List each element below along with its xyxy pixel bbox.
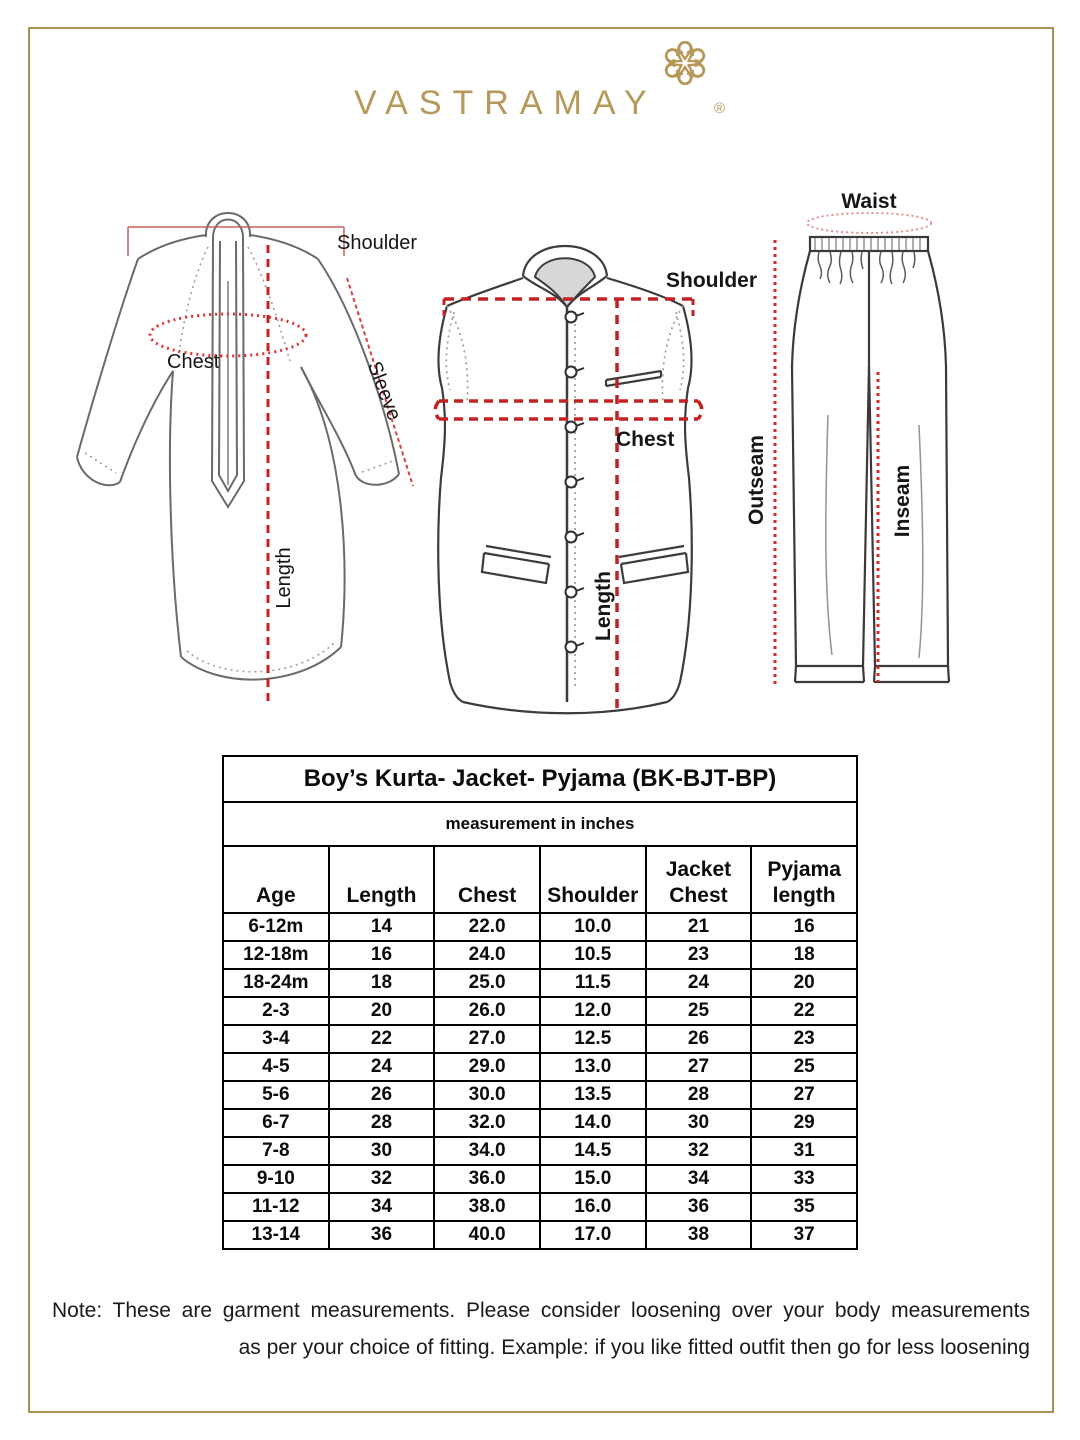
table-cell: 3-4 xyxy=(223,1025,329,1053)
table-cell: 30 xyxy=(646,1109,752,1137)
table-cell: 40.0 xyxy=(434,1221,540,1249)
table-cell: 6-12m xyxy=(223,913,329,941)
pyjama-waistband xyxy=(810,237,928,251)
table-cell: 30.0 xyxy=(434,1081,540,1109)
table-cell: 36 xyxy=(646,1193,752,1221)
column-header-length: Length xyxy=(329,846,435,913)
table-cell: 13.0 xyxy=(540,1053,646,1081)
pyjama-elastic-hatching xyxy=(815,238,920,250)
brand-ornament-icon xyxy=(654,34,716,92)
table-cell: 22.0 xyxy=(434,913,540,941)
table-cell: 25.0 xyxy=(434,969,540,997)
table-cell: 27 xyxy=(751,1081,857,1109)
table-row xyxy=(223,1109,857,1137)
table-cell: 32.0 xyxy=(434,1109,540,1137)
table-row xyxy=(223,1221,857,1249)
table-cell: 12-18m xyxy=(223,941,329,969)
table-cell: 14 xyxy=(329,913,435,941)
table-cell: 20 xyxy=(329,997,435,1025)
table-row xyxy=(223,1025,857,1053)
table-row xyxy=(223,1081,857,1109)
table-cell: 18 xyxy=(329,969,435,997)
table-cell: 6-7 xyxy=(223,1109,329,1137)
jacket-chest-label: Chest xyxy=(616,428,675,451)
table-cell: 30 xyxy=(329,1137,435,1165)
kurta-chest-label: Chest xyxy=(167,351,220,373)
brand-logo-text: VASTRAMAY xyxy=(354,84,658,122)
pyjama-drawstrings xyxy=(818,252,915,284)
jacket-right-pocket xyxy=(619,546,688,583)
table-cell: 12.0 xyxy=(540,997,646,1025)
table-subtitle: measurement in inches xyxy=(223,802,857,846)
table-title: Boy’s Kurta- Jacket- Pyjama (BK-BJT-BP) xyxy=(223,756,857,802)
table-cell: 15.0 xyxy=(540,1165,646,1193)
table-row xyxy=(223,941,857,969)
table-cell: 18 xyxy=(751,941,857,969)
jacket-hem xyxy=(463,702,667,713)
pyjama-waist-measure-line xyxy=(807,213,931,233)
table-row xyxy=(223,969,857,997)
table-cell: 18-24m xyxy=(223,969,329,997)
pyjama-inseam-label: Inseam xyxy=(891,464,914,538)
table-cell: 27 xyxy=(646,1053,752,1081)
table-cell: 35 xyxy=(751,1193,857,1221)
table-cell: 11-12 xyxy=(223,1193,329,1221)
pyjama-waist-label: Waist xyxy=(841,190,897,213)
table-cell: 29.0 xyxy=(434,1053,540,1081)
table-cell: 37 xyxy=(751,1221,857,1249)
table-cell: 28 xyxy=(329,1109,435,1137)
table-cell: 11.5 xyxy=(540,969,646,997)
table-cell: 34.0 xyxy=(434,1137,540,1165)
table-cell: 24.0 xyxy=(434,941,540,969)
table-cell: 26 xyxy=(646,1025,752,1053)
table-cell: 29 xyxy=(751,1109,857,1137)
table-cell: 33 xyxy=(751,1165,857,1193)
table-cell: 14.0 xyxy=(540,1109,646,1137)
table-cell: 34 xyxy=(646,1165,752,1193)
registered-trademark-mark: ® xyxy=(714,100,726,117)
measurement-note xyxy=(52,1292,1030,1366)
column-header-age: Age xyxy=(223,846,329,913)
table-row xyxy=(223,997,857,1025)
table-cell: 27.0 xyxy=(434,1025,540,1053)
column-header-jacket-chest: Jacket Chest xyxy=(646,846,752,913)
table-row xyxy=(223,1053,857,1081)
table-cell: 16 xyxy=(329,941,435,969)
table-cell: 20 xyxy=(751,969,857,997)
table-cell: 16.0 xyxy=(540,1193,646,1221)
jacket-length-label: Length xyxy=(592,571,615,641)
table-cell: 23 xyxy=(751,1025,857,1053)
kurta-measurement-diagram xyxy=(60,185,430,720)
table-cell: 13-14 xyxy=(223,1221,329,1249)
jacket-left-pocket xyxy=(482,546,551,583)
table-cell: 34 xyxy=(329,1193,435,1221)
jacket-chest-measure-line xyxy=(435,401,702,419)
table-cell: 16 xyxy=(751,913,857,941)
table-cell: 21 xyxy=(646,913,752,941)
table-cell: 13.5 xyxy=(540,1081,646,1109)
kurta-length-label: Length xyxy=(273,547,295,609)
table-cell: 38.0 xyxy=(434,1193,540,1221)
table-subtitle-row xyxy=(223,802,857,846)
table-cell: 12.5 xyxy=(540,1025,646,1053)
table-cell: 23 xyxy=(646,941,752,969)
table-cell: 32 xyxy=(646,1137,752,1165)
table-cell: 25 xyxy=(751,1053,857,1081)
table-cell: 36 xyxy=(329,1221,435,1249)
note-line: as per your choice of fitting. Example: if you like fitted outfit then go for less loosening xyxy=(238,1336,1030,1359)
table-cell: 31 xyxy=(751,1137,857,1165)
kurta-hem xyxy=(181,647,341,680)
pyjama-measurement-diagram xyxy=(735,180,970,725)
table-cell: 36.0 xyxy=(434,1165,540,1193)
table-cell: 38 xyxy=(646,1221,752,1249)
jacket-shoulder-label: Shoulder xyxy=(666,269,758,292)
table-cell: 10.0 xyxy=(540,913,646,941)
table-cell: 2-3 xyxy=(223,997,329,1025)
table-cell: 5-6 xyxy=(223,1081,329,1109)
table-row xyxy=(223,1137,857,1165)
column-header-shoulder: Shoulder xyxy=(540,846,646,913)
table-row xyxy=(223,1193,857,1221)
table-cell: 26.0 xyxy=(434,997,540,1025)
kurta-shoulder-label: Shoulder xyxy=(337,232,418,254)
size-chart-table xyxy=(222,755,858,1250)
table-row xyxy=(223,1165,857,1193)
table-cell: 9-10 xyxy=(223,1165,329,1193)
table-cell: 24 xyxy=(329,1053,435,1081)
kurta-sleeve-label: Sleeve xyxy=(362,358,406,424)
pyjama-left-cuff xyxy=(795,666,864,682)
column-header-chest: Chest xyxy=(434,846,540,913)
column-header-pyjama-length: Pyjama length xyxy=(751,846,857,913)
jacket-breast-pocket xyxy=(606,371,661,386)
note-line: Note: These are garment measurements. Please consider loosening over your body measurements xyxy=(52,1299,1030,1322)
table-cell: 22 xyxy=(751,997,857,1025)
table-cell: 25 xyxy=(646,997,752,1025)
table-cell: 22 xyxy=(329,1025,435,1053)
table-cell: 4-5 xyxy=(223,1053,329,1081)
pyjama-right-cuff xyxy=(874,666,949,682)
table-row xyxy=(223,913,857,941)
table-cell: 28 xyxy=(646,1081,752,1109)
table-cell: 32 xyxy=(329,1165,435,1193)
pyjama-outseam-label: Outseam xyxy=(745,435,768,525)
table-cell: 17.0 xyxy=(540,1221,646,1249)
size-table-body xyxy=(223,913,857,1249)
table-cell: 24 xyxy=(646,969,752,997)
table-cell: 10.5 xyxy=(540,941,646,969)
table-header-row xyxy=(223,846,857,913)
table-cell: 26 xyxy=(329,1081,435,1109)
table-cell: 7-8 xyxy=(223,1137,329,1165)
table-cell: 14.5 xyxy=(540,1137,646,1165)
table-title-row xyxy=(223,756,857,802)
